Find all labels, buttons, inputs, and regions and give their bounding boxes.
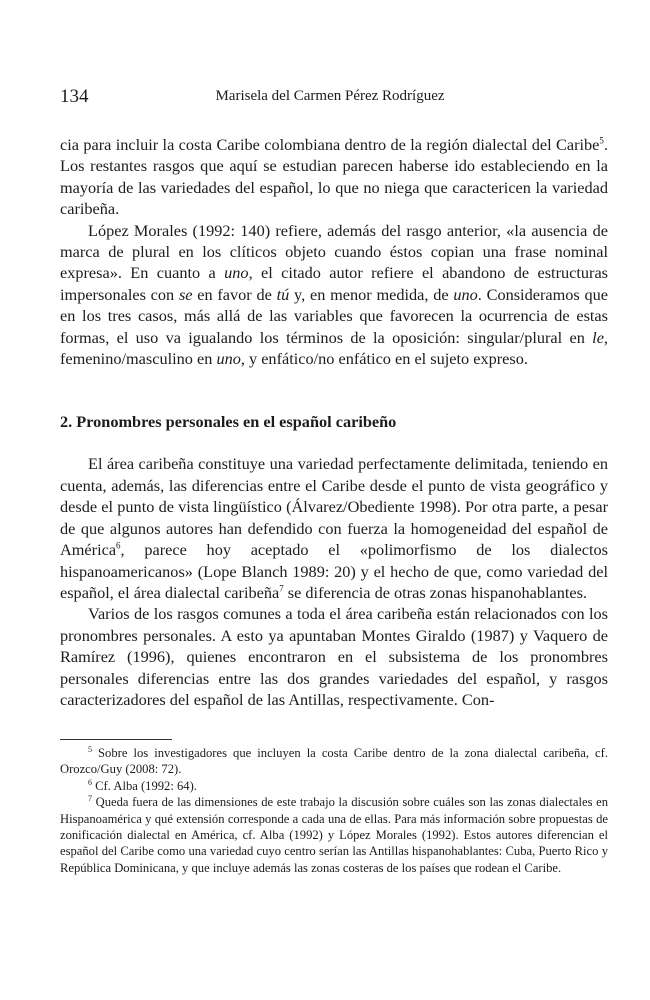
footnote-divider bbox=[60, 739, 172, 740]
italic-term: uno bbox=[216, 349, 241, 369]
text-run: el citado autor refiere el abandono de estructuras impersonales con bbox=[60, 263, 609, 304]
paragraph bbox=[60, 220, 608, 370]
text-run: en favor de bbox=[192, 284, 277, 304]
text-run: Varios de los rasgos comunes a toda el área caribeña están relacionados con los pronombres personales. A esto ya apuntaban Montes Giraldo (1987) y Vaquero de Ramírez (1996), quienes encontraron en el subsistema de los pronombres personales diferencias entre las dos grandes variedades del español, y rasgos caracterizadores del español de las Antillas, respectivamente. Con- bbox=[60, 604, 608, 709]
text-run: , y enfático/no enfático en el sujeto expreso. bbox=[240, 349, 528, 369]
section-heading: 2. Pronombres personales en el español caribeño bbox=[60, 412, 397, 432]
footnote-reference: 5 bbox=[599, 135, 604, 146]
text-run: cia para incluir la costa Caribe colombiana dentro de la región dialectal del Caribe bbox=[60, 135, 600, 154]
footnote-number: 6 bbox=[88, 777, 92, 787]
text-run: , femenino/masculino en bbox=[60, 327, 608, 369]
italic-term: se bbox=[178, 284, 193, 304]
body-text bbox=[60, 134, 608, 710]
footnote bbox=[60, 794, 608, 876]
footnote-text: Sobre los investigadores que incluyen la costa Caribe dentro de la zona dialectal caribeña, cf. Orozco/Guy (2008: 72). bbox=[60, 746, 608, 777]
italic-term: uno bbox=[453, 284, 478, 304]
italic-term: le bbox=[592, 327, 604, 347]
running-head: Marisela del Carmen Pérez Rodríguez bbox=[215, 88, 445, 104]
italic-term: tú bbox=[276, 284, 290, 304]
text-run: . Los restantes rasgos que aquí se estudian parecen haberse ido estableciendo en la mayoría de las variedades del español, lo que no niega que caractericen la variedad caribeña. bbox=[60, 135, 608, 219]
footnote bbox=[60, 778, 608, 794]
text-run: se diferencia de otras zonas hispanohablantes. bbox=[283, 582, 588, 602]
footnote-number: 5 bbox=[88, 744, 92, 754]
paragraph bbox=[60, 603, 608, 710]
text-run: . Consideramos que en los tres casos, más allá de las variables que favorecen la ocurrencia de estas formas, el uso va igualando los términos de la oposición: singular/plural en bbox=[60, 284, 608, 347]
footnote-reference: 6 bbox=[116, 540, 121, 551]
paragraph bbox=[60, 134, 608, 220]
page-header bbox=[60, 86, 600, 110]
text-run: López Morales (1992: 140) refiere, además del rasgo anterior, «la ausencia de marca de plural en los clíticos objeto cuando éstos copian una frase nominal expresa». En cuanto a bbox=[60, 220, 608, 283]
paragraph bbox=[60, 453, 608, 603]
text-run: y, en menor medida, de bbox=[289, 284, 454, 304]
text-run: El área caribeña constituye una variedad perfectamente delimitada, teniendo en cuenta, además, las diferencias entre el Caribe desde el punto de vista geográfico y desde el punto de vista lingüístico (Álvarez/Obediente 1998). Por otra parte, a pesar de que algunos autores han defendido con fuerza la homogeneidad del español de América bbox=[60, 454, 608, 560]
footnote-number: 7 bbox=[88, 794, 92, 804]
text-run: , parece hoy aceptado el «polimorfismo de los dialectos hispanoamericanos» (Lope Blanch 1989: 20) y el hecho de que, como variedad del español, el área dialectal caribeña bbox=[60, 540, 608, 602]
footnote-reference: 7 bbox=[279, 583, 284, 594]
footnote-text: Cf. Alba (1992: 64). bbox=[92, 778, 197, 793]
footnote-text: Queda fuera de las dimensiones de este trabajo la discusión sobre cuáles son las zonas dialectales en Hispanoamérica y qué extensión corresponde a cada una de ellas. Para más información sobre propuestas de zonificación dialectal en América, cf. Alba (1992) y López Morales (1992). Estos autores diferencian el español del Caribe como una variedad cuyo centro serían las Antillas hispanohablantes: Cuba, Puerto Rico y República Dominicana, y que incluye además las zonas costeras de los países que rodean el Caribe. bbox=[60, 795, 608, 875]
footnotes bbox=[60, 745, 608, 876]
page-number: 134 bbox=[60, 86, 89, 107]
footnote bbox=[60, 745, 608, 778]
italic-term: uno, bbox=[224, 263, 253, 283]
